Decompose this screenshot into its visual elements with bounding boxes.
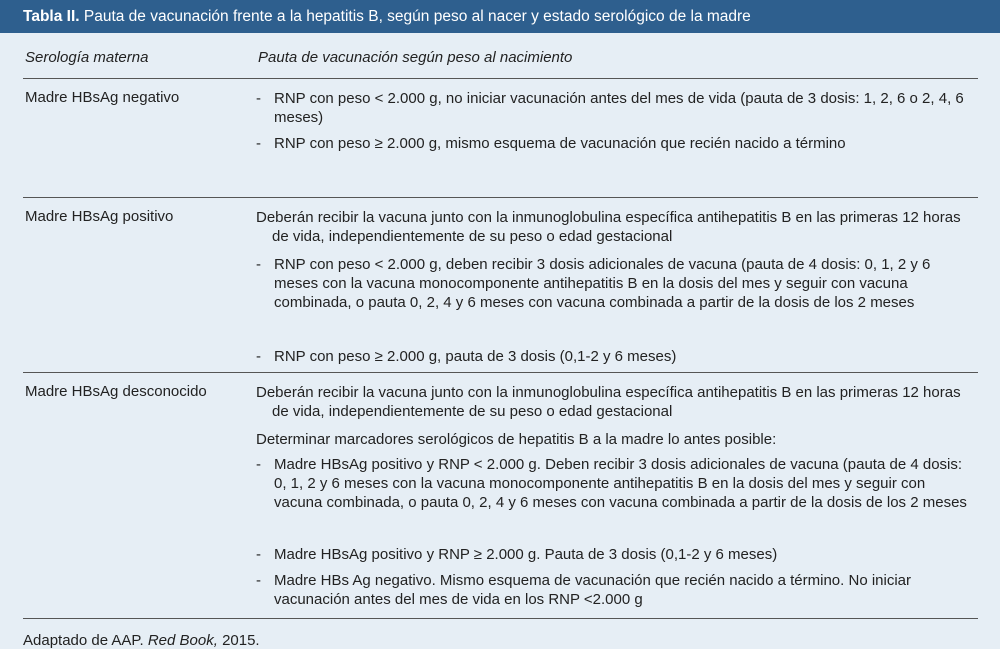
list-item: - Madre HBsAg positivo y RNP < 2.000 g. Deben recibir 3 dosis adicionales de vacuna (pauta de 4 dosis: 0, 1, 2 y 6 meses con la vacuna monocomponente antihepatitis B en la dosis del mes y seguir con vacuna combinada, o pauta 0, 2, 4 y 6 meses con vacuna combinada a partir de la dosis de los 2 meses	[256, 455, 974, 512]
list-item: - RNP con peso ≥ 2.000 g, mismo esquema de vacunación que recién nacido a término	[256, 134, 974, 153]
table-row-hbsag-negativo	[23, 78, 978, 197]
header-serologia: Serología materna	[25, 49, 149, 66]
list-item: - Madre HBs Ag negativo. Mismo esquema de vacunación que recién nacido a término. No iniciar vacunación antes del mes de vida en los RNP <2.000 g	[256, 571, 974, 609]
row-label: Madre HBsAg desconocido	[25, 383, 207, 400]
table-title-label: Tabla II.	[23, 8, 80, 25]
table-source	[23, 632, 1000, 649]
row-intro-2: Determinar marcadores serológicos de hepatitis B a la madre lo antes posible:	[256, 431, 777, 448]
list-item: - RNP con peso < 2.000 g, no iniciar vacunación antes del mes de vida (pauta de 3 dosis: 1, 2, 6 o 2, 4, 6 meses)	[256, 89, 974, 127]
table-row-hbsag-positivo	[23, 197, 978, 372]
row-label: Madre HBsAg positivo	[25, 208, 174, 225]
source-year: 2015.	[222, 632, 260, 649]
source-prefix: Adaptado de AAP.	[23, 632, 144, 649]
source-book: Red Book,	[147, 632, 218, 649]
table-row-hbsag-desconocido	[23, 372, 978, 619]
table-title-text: Pauta de vacunación frente a la hepatitis B, según peso al nacer y estado serológico de la madre	[83, 8, 751, 25]
list-item: - Madre HBsAg positivo y RNP ≥ 2.000 g. Pauta de 3 dosis (0,1-2 y 6 meses)	[256, 545, 974, 564]
table-title	[0, 0, 1000, 33]
header-pauta: Pauta de vacunación según peso al nacimiento	[258, 49, 573, 66]
row-label: Madre HBsAg negativo	[25, 89, 180, 106]
row-intro: Deberán recibir la vacuna junto con la inmunoglobulina específica antihepatitis B en las primeras 12 horas de vida, independientemente de su peso o edad gestacional	[256, 384, 961, 420]
list-item: - RNP con peso ≥ 2.000 g, pauta de 3 dosis (0,1-2 y 6 meses)	[256, 347, 974, 366]
list-item: - RNP con peso < 2.000 g, deben recibir 3 dosis adicionales de vacuna (pauta de 4 dosis: 0, 1, 2 y 6 meses con la vacuna monocomponente antihepatitis B en la dosis del mes y seguir con vacuna combinada, o pauta 0, 2, 4 y 6 meses con vacuna combinada a partir de la dosis de los 2 meses	[256, 255, 974, 312]
row-intro: Deberán recibir la vacuna junto con la inmunoglobulina específica antihepatitis B en las primeras 12 horas de vida, independientemente de su peso o edad gestacional	[256, 209, 961, 245]
vaccination-table	[23, 33, 978, 619]
table-header	[23, 33, 978, 78]
